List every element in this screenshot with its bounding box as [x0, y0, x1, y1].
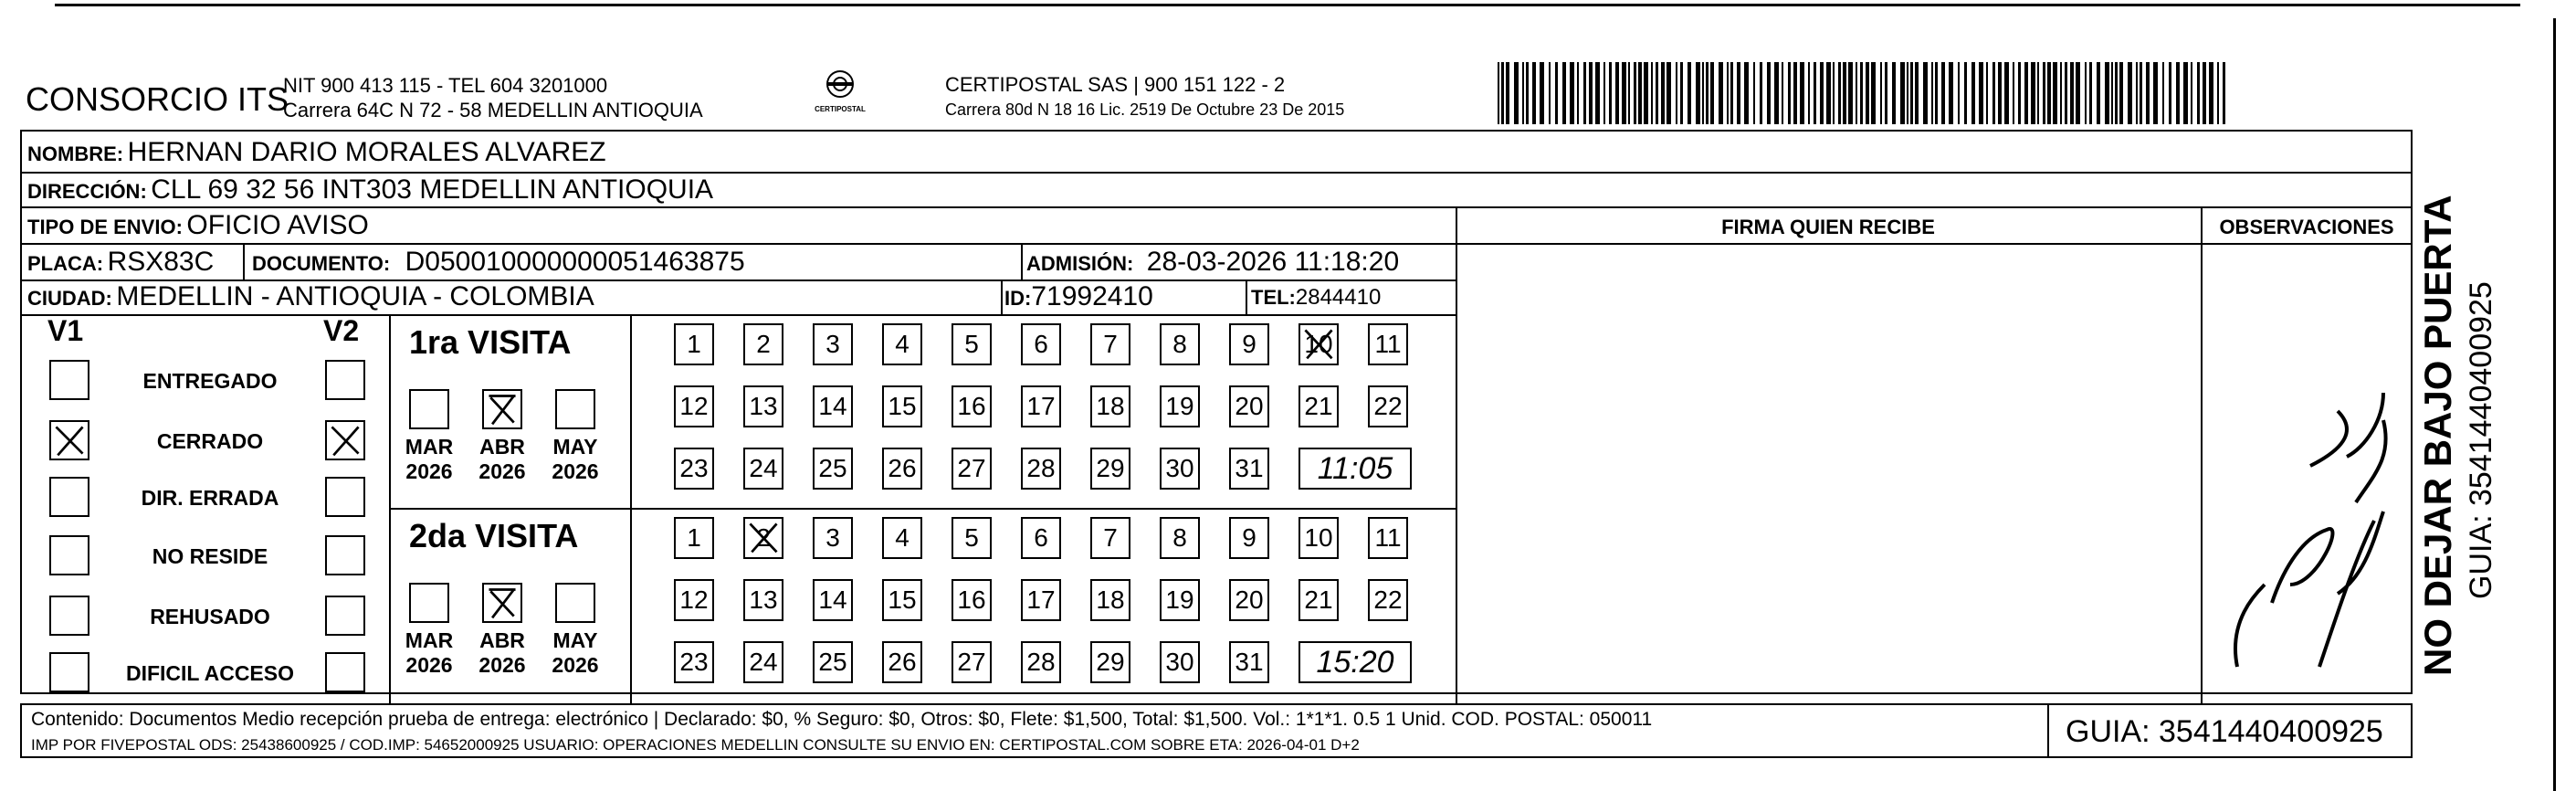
barcode-bar	[1634, 62, 1636, 124]
x-mark-icon	[327, 422, 363, 459]
barcode-bar	[1892, 62, 1896, 124]
barcode-bar	[2024, 62, 2028, 124]
barcode-bar	[1506, 62, 1509, 124]
barcode-bar	[2176, 62, 2180, 124]
id-label: ID:	[1004, 287, 1032, 310]
barcode-bar	[2089, 62, 2092, 124]
barcode-bar	[1696, 62, 1700, 124]
row-line	[20, 243, 2413, 245]
day-cell[interactable]: 11	[1368, 323, 1408, 365]
barcode-bar	[2223, 62, 2225, 124]
barcode-bar	[1753, 62, 1755, 124]
barcode-bar	[1651, 62, 1653, 124]
barcode-bar	[1900, 62, 1905, 124]
x-mark-icon	[51, 422, 88, 459]
admision-label: ADMISIÓN:	[1026, 252, 1134, 275]
barcode-bar	[2043, 62, 2045, 124]
barcode-bar	[1833, 62, 1835, 124]
visit-time[interactable]: 11:05	[1299, 448, 1412, 490]
day-cell[interactable]: 14	[813, 385, 853, 427]
day-cell[interactable]: 13	[743, 385, 783, 427]
barcode-bar	[1848, 62, 1853, 124]
tel-label: TEL:	[1251, 286, 1296, 309]
address-line: Carrera 64C N 72 - 58 MEDELLIN ANTIOQUIA	[283, 99, 703, 121]
barcode-bar	[1644, 62, 1648, 124]
barcode-bar	[1910, 62, 1913, 124]
barcode-bar	[2162, 62, 2164, 124]
contenido-line: Contenido: Documentos Medio recepción prueba de entrega: electrónico | Declarado: $0, % Seguro: $0, Otros: $0, Flete: $1,500, Total: $1,500. Vol.: 1*1*1. 0.5 1 Unid. COD. POSTAL: 050011	[31, 709, 1653, 730]
firma-label: FIRMA QUIEN RECIBE	[1721, 216, 1935, 238]
day-cell[interactable]: 24	[743, 448, 783, 490]
status-item-label: CERRADO	[156, 429, 264, 453]
v1-checkbox[interactable]	[49, 360, 89, 400]
v2-checkbox[interactable]	[325, 477, 365, 517]
barcode-bar	[2031, 62, 2035, 124]
barcode-bar	[1808, 62, 1810, 124]
cell-divider	[243, 243, 245, 279]
row-line	[20, 172, 2413, 174]
v2-checkbox[interactable]	[325, 535, 365, 575]
v2-checkbox[interactable]	[325, 360, 365, 400]
tel-value: 2844410	[1295, 285, 1382, 310]
barcode-bar	[1800, 62, 1804, 124]
month-label	[396, 435, 462, 484]
day-cell[interactable]: 13	[743, 579, 783, 621]
day-cell[interactable]: 25	[813, 448, 853, 490]
barcode-bar	[2004, 62, 2009, 124]
day-cell[interactable]: 22	[1368, 385, 1408, 427]
visit-title: 1ra VISITA	[409, 323, 572, 361]
barcode-bar	[1702, 62, 1704, 124]
row-line	[20, 314, 1456, 316]
barcode-bar	[1788, 62, 1791, 124]
day-cell[interactable]: 11	[1368, 517, 1408, 559]
v1-checkbox[interactable]	[49, 596, 89, 636]
v1-checkbox[interactable]	[49, 652, 89, 692]
day-cell[interactable]: 20	[1229, 385, 1269, 427]
barcode-bar	[1774, 62, 1779, 124]
barcode-bar	[2037, 62, 2039, 124]
barcode-bar	[1615, 62, 1619, 124]
day-cell[interactable]: 7	[1090, 323, 1130, 365]
top-edge-line	[55, 4, 2520, 6]
status-item-label: DIR. ERRADA	[141, 486, 279, 510]
nombre-row	[27, 137, 606, 168]
documento-value: D050010000000051463875	[405, 247, 745, 277]
day-cell[interactable]: 18	[1090, 579, 1130, 621]
day-cell[interactable]: 10	[1299, 517, 1339, 559]
month-name: MAY	[552, 628, 598, 652]
day-cell[interactable]: 28	[1021, 641, 1061, 683]
no-dejar-bajo-puerta: NO DEJAR BAJO PUERTA	[2416, 195, 2459, 676]
v1-label: V1	[47, 314, 84, 347]
day-cell[interactable]: 1	[674, 323, 714, 365]
imp-line: IMP POR FIVEPOSTAL ODS: 25438600925 / COD.IMP: 54652000925 USUARIO: OPERACIONES MEDELLIN CONSULTE SU ENVIO EN: CERTIPOSTAL.COM SOBRE ETA: 2026-04-01 D+2	[31, 736, 1360, 754]
visit-divider-row	[389, 508, 1456, 510]
carrier-info	[945, 73, 1344, 120]
barcode-bar	[1760, 62, 1762, 124]
barcode-bar	[1628, 62, 1630, 124]
guia-footer: GUIA: 3541440400925	[2066, 714, 2383, 749]
nombre-label: NOMBRE:	[27, 142, 124, 165]
day-cell[interactable]: 9	[1229, 517, 1269, 559]
month-checkbox[interactable]	[555, 583, 595, 623]
footer-bottom-line	[20, 756, 2413, 758]
barcode-bar	[1583, 62, 1586, 124]
x-mark-icon	[484, 585, 520, 621]
month-name: ABR	[479, 435, 525, 459]
month-label	[542, 628, 608, 678]
v2-checkbox[interactable]	[325, 420, 365, 460]
barcode-bar	[1622, 62, 1626, 124]
barcode-bar	[2191, 62, 2192, 124]
month-year: 2026	[478, 459, 526, 483]
barcode-bar	[1949, 62, 1953, 124]
day-cell[interactable]: 27	[952, 641, 992, 683]
day-cell[interactable]: 26	[882, 641, 922, 683]
day-cell[interactable]: 21	[1299, 579, 1339, 621]
barcode-bar	[2065, 62, 2067, 124]
day-cell[interactable]: 29	[1090, 448, 1130, 490]
nombre-value: HERNAN DARIO MORALES ALVAREZ	[127, 137, 606, 167]
barcode-bar	[1843, 62, 1846, 124]
day-cell[interactable]: 21	[1299, 385, 1339, 427]
barcode-bar	[2105, 62, 2109, 124]
cell-divider	[1021, 243, 1023, 279]
carrier-line2: Carrera 80d N 18 16 Lic. 2519 De Octubre 23 De 2015	[945, 100, 1345, 119]
direccion-value: CLL 69 32 56 INT303 MEDELLIN ANTIOQUIA	[151, 174, 714, 205]
barcode-bar	[1860, 62, 1863, 124]
barcode-bar	[1727, 62, 1729, 124]
status-item-label: REHUSADO	[150, 605, 270, 628]
month-label	[542, 435, 608, 484]
barcode-bar	[1549, 62, 1551, 124]
barcode-bar	[2217, 62, 2219, 124]
v2-checkbox[interactable]	[325, 652, 365, 692]
barcode-bar	[1838, 62, 1841, 124]
day-cell[interactable]: 9	[1229, 323, 1269, 365]
day-cell[interactable]: 1	[674, 517, 714, 559]
footer-left-line	[20, 703, 22, 756]
ciudad-value: MEDELLIN - ANTIOQUIA - COLOMBIA	[116, 281, 594, 311]
barcode-bar	[1737, 62, 1740, 124]
placa-cell	[27, 247, 214, 278]
carrier-line1: CERTIPOSTAL SAS | 900 151 122 - 2	[945, 73, 1286, 96]
day-cell[interactable]: 6	[1021, 517, 1061, 559]
day-cell[interactable]: 3	[813, 517, 853, 559]
barcode-bar	[1935, 62, 1938, 124]
day-cell[interactable]: 31	[1229, 641, 1269, 683]
v1-checkbox[interactable]	[49, 420, 89, 460]
x-mark-icon	[1300, 325, 1337, 364]
barcode-bar	[2209, 62, 2213, 124]
footer-top-line	[20, 703, 2413, 705]
day-cell[interactable]: 10	[1299, 323, 1339, 365]
barcode-bar	[1688, 62, 1691, 124]
visit-time[interactable]: 15:20	[1299, 641, 1412, 683]
v1-checkbox[interactable]	[49, 477, 89, 517]
day-cell[interactable]: 30	[1160, 448, 1200, 490]
barcode-bar	[1744, 62, 1749, 124]
barcode-bar	[1885, 62, 1887, 124]
ciudad-cell	[27, 281, 594, 312]
day-cell[interactable]: 25	[813, 641, 853, 683]
documento-cell	[252, 247, 745, 278]
month-label	[469, 628, 535, 678]
barcode-bar	[1782, 62, 1783, 124]
month-year: 2026	[405, 459, 453, 483]
day-cell[interactable]: 4	[882, 323, 922, 365]
barcode-bar	[1915, 62, 1919, 124]
barcode-bar	[1730, 62, 1733, 124]
footer-divider	[2047, 703, 2049, 756]
barcode-bar	[1562, 62, 1566, 124]
barcode-bar	[1526, 62, 1529, 124]
barcode-bar	[1820, 62, 1824, 124]
barcode-bar	[1826, 62, 1831, 124]
observaciones-label: OBSERVACIONES	[2219, 216, 2394, 238]
barcode-bar	[1880, 62, 1882, 124]
month-name: MAR	[405, 628, 454, 652]
footer-right-line	[2411, 703, 2413, 756]
status-item-label: DIFICIL ACCESO	[125, 661, 294, 685]
barcode-bar	[1638, 62, 1642, 124]
barcode-bar	[1603, 62, 1605, 124]
v2-checkbox[interactable]	[325, 596, 365, 636]
v2-label: V2	[323, 314, 360, 347]
barcode-bar	[1501, 62, 1504, 124]
barcode-bar	[2140, 62, 2142, 124]
visit-title: 2da VISITA	[409, 517, 579, 554]
barcode-bar	[1793, 62, 1797, 124]
day-cell[interactable]: 2	[743, 517, 783, 559]
tipo-envio-value: OFICIO AVISO	[186, 210, 369, 240]
barcode-bar	[1767, 62, 1771, 124]
handwritten-signature	[2201, 320, 2413, 685]
day-cell[interactable]: 31	[1229, 448, 1269, 490]
barcode	[1498, 62, 2228, 124]
day-cell[interactable]: 17	[1021, 385, 1061, 427]
barcode-bar	[1577, 62, 1579, 124]
barcode-bar	[1871, 62, 1876, 124]
barcode-bar	[2060, 62, 2062, 124]
barcode-bar	[1992, 62, 1995, 124]
day-cell[interactable]: 17	[1021, 579, 1061, 621]
barcode-bar	[1907, 62, 1908, 124]
month-checkbox[interactable]	[409, 389, 449, 429]
barcode-bar	[1514, 62, 1519, 124]
tipo-envio-label: TIPO DE ENVIO:	[27, 216, 183, 238]
day-cell[interactable]: 7	[1090, 517, 1130, 559]
day-cell[interactable]: 28	[1021, 448, 1061, 490]
barcode-bar	[1998, 62, 2002, 124]
barcode-bar	[1719, 62, 1723, 124]
barcode-bar	[1595, 62, 1600, 124]
month-year: 2026	[552, 653, 599, 677]
barcode-bar	[2097, 62, 2100, 124]
barcode-bar	[2128, 62, 2132, 124]
month-label	[396, 628, 462, 678]
firma-divider	[1456, 206, 1457, 703]
barcode-bar	[2047, 62, 2051, 124]
barcode-bar	[1667, 62, 1671, 124]
month-name: MAY	[552, 435, 598, 459]
day-cell[interactable]: 3	[813, 323, 853, 365]
barcode-bar	[1941, 62, 1945, 124]
day-cell[interactable]: 24	[743, 641, 783, 683]
barcode-bar	[1971, 62, 1975, 124]
barcode-bar	[2153, 62, 2158, 124]
right-edge-line	[2553, 18, 2556, 791]
placa-label: PLACA:	[27, 252, 104, 275]
barcode-bar	[2070, 62, 2074, 124]
day-cell[interactable]: 22	[1368, 579, 1408, 621]
v1-checkbox[interactable]	[49, 535, 89, 575]
barcode-image	[1498, 62, 2228, 124]
day-cell[interactable]: 5	[952, 323, 992, 365]
logo-icon	[822, 69, 858, 100]
barcode-bar	[2018, 62, 2021, 124]
barcode-bar	[2136, 62, 2138, 124]
tipo-envio-row	[27, 210, 369, 241]
day-cell[interactable]: 8	[1160, 517, 1200, 559]
month-year: 2026	[478, 653, 526, 677]
documento-label: DOCUMENTO:	[252, 252, 391, 275]
day-cell[interactable]: 23	[674, 641, 714, 683]
admision-value: 28-03-2026 11:18:20	[1146, 247, 1400, 277]
day-cell[interactable]: 4	[882, 517, 922, 559]
day-cell[interactable]: 6	[1021, 323, 1061, 365]
ciudad-label: CIUDAD:	[27, 287, 112, 310]
barcode-bar	[1856, 62, 1857, 124]
barcode-bar	[2183, 62, 2188, 124]
day-cell[interactable]: 18	[1090, 385, 1130, 427]
day-cell[interactable]: 14	[813, 579, 853, 621]
month-year: 2026	[552, 459, 599, 483]
day-cell[interactable]: 16	[952, 385, 992, 427]
month-checkbox[interactable]	[555, 389, 595, 429]
certipostal-logo	[813, 69, 867, 113]
barcode-bar	[1986, 62, 1988, 124]
barcode-bar	[2115, 62, 2118, 124]
barcode-bar	[1958, 62, 1960, 124]
month-checkbox[interactable]	[482, 389, 522, 429]
id-cell	[1004, 281, 1153, 312]
barcode-bar	[2146, 62, 2150, 124]
month-year: 2026	[405, 653, 453, 677]
barcode-bar	[1710, 62, 1714, 124]
tel-cell	[1251, 285, 1381, 311]
day-cell[interactable]: 27	[952, 448, 992, 490]
barcode-bar	[2085, 62, 2087, 124]
day-cell[interactable]: 20	[1229, 579, 1269, 621]
barcode-bar	[1676, 62, 1677, 124]
day-cell[interactable]: 19	[1160, 579, 1200, 621]
barcode-bar	[1532, 62, 1536, 124]
company-name: CONSORCIO ITS	[26, 80, 289, 118]
month-name: ABR	[479, 628, 525, 652]
barcode-bar	[1866, 62, 1869, 124]
barcode-bar	[2197, 62, 2200, 124]
month-name: MAR	[405, 435, 454, 459]
month-checkbox[interactable]	[409, 583, 449, 623]
month-label	[469, 435, 535, 484]
day-cell[interactable]: 12	[674, 579, 714, 621]
barcode-bar	[2111, 62, 2113, 124]
barcode-bar	[1706, 62, 1709, 124]
day-cell[interactable]: 29	[1090, 641, 1130, 683]
barcode-bar	[1570, 62, 1574, 124]
day-cell[interactable]: 19	[1160, 385, 1200, 427]
admision-cell	[1026, 247, 1399, 278]
barcode-bar	[1555, 62, 1558, 124]
barcode-bar	[1979, 62, 1983, 124]
x-mark-icon	[484, 391, 520, 427]
day-cell[interactable]: 16	[952, 579, 992, 621]
day-cell[interactable]: 15	[882, 579, 922, 621]
barcode-bar	[2013, 62, 2014, 124]
x-mark-icon	[745, 519, 782, 557]
barcode-bar	[1931, 62, 1933, 124]
barcode-bar	[2169, 62, 2171, 124]
barcode-bar	[1589, 62, 1593, 124]
row-line	[20, 206, 2413, 208]
company-info	[283, 73, 703, 122]
status-item-label: NO RESIDE	[152, 544, 268, 568]
status-item-label: ENTREGADO	[142, 369, 278, 393]
day-cell[interactable]: 30	[1160, 641, 1200, 683]
direccion-label: DIRECCIÓN:	[27, 180, 147, 203]
barcode-bar	[2076, 62, 2080, 124]
id-value: 71992410	[1031, 281, 1153, 311]
day-cell[interactable]: 12	[674, 385, 714, 427]
month-checkbox[interactable]	[482, 583, 522, 623]
barcode-bar	[2203, 62, 2206, 124]
main-form	[20, 130, 2413, 694]
day-cell[interactable]: 8	[1160, 323, 1200, 365]
barcode-bar	[1661, 62, 1665, 124]
barcode-bar	[2119, 62, 2123, 124]
nit-line: NIT 900 413 115 - TEL 604 3201000	[283, 74, 608, 97]
guia-side: GUIA: 3541440400925	[2464, 281, 2498, 599]
barcode-bar	[2053, 62, 2057, 124]
barcode-bar	[1498, 62, 1499, 124]
cell-divider	[1001, 279, 1003, 314]
day-cell[interactable]: 26	[882, 448, 922, 490]
barcode-bar	[1540, 62, 1544, 124]
day-cell[interactable]: 5	[952, 517, 992, 559]
barcode-bar	[1680, 62, 1683, 124]
cell-divider	[1246, 279, 1247, 314]
logo-text: CERTIPOSTAL	[815, 105, 866, 113]
barcode-bar	[1522, 62, 1524, 124]
day-cell[interactable]: 2	[743, 323, 783, 365]
barcode-bar	[1964, 62, 1967, 124]
barcode-bar	[1656, 62, 1658, 124]
day-cell[interactable]: 23	[674, 448, 714, 490]
direccion-row	[27, 174, 713, 206]
barcode-bar	[1609, 62, 1612, 124]
day-cell[interactable]: 15	[882, 385, 922, 427]
barcode-bar	[1814, 62, 1816, 124]
barcode-bar	[1923, 62, 1928, 124]
placa-value: RSX83C	[107, 247, 215, 277]
